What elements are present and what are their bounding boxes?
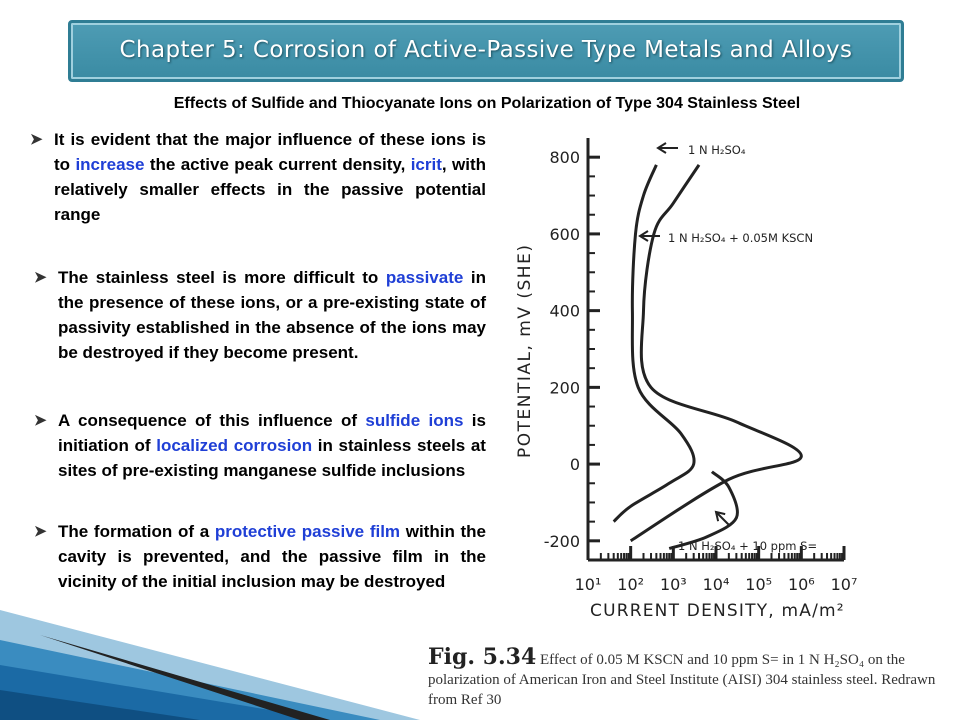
x-tick-label: 10¹ (574, 575, 602, 594)
chart-annotations (640, 143, 817, 553)
bullet-text: It is evident that the major influence of these ions is to (54, 130, 486, 174)
page-title (71, 37, 901, 63)
y-tick-label: -200 (543, 531, 580, 551)
highlight-text: increase (75, 155, 145, 174)
x-tick-label: 10⁴ (702, 575, 730, 594)
title-prefix: Chapter 5: (119, 37, 246, 63)
bullet-text: The stainless steel is more difficult to (58, 268, 386, 287)
chart-axes (588, 138, 844, 560)
annotation-label: 1 N H₂SO₄ (688, 143, 746, 157)
bullet-2 (34, 265, 486, 365)
y-tick-label: 400 (549, 301, 580, 321)
title-main: Corrosion of Active-Passive Type Metals and Alloys (245, 37, 853, 63)
y-tick-label: 800 (549, 148, 580, 168)
x-tick-label: 10⁵ (745, 575, 773, 594)
x-tick-label: 10² (617, 575, 645, 594)
chart-curves (614, 165, 802, 549)
highlight-text: passivate (385, 268, 464, 287)
x-axis-label: CURRENT DENSITY, mA/m² (590, 601, 845, 621)
arrow-bullet-icon: ➤ (34, 523, 47, 540)
curve-h2so4-kscn (631, 165, 802, 541)
figure-caption (428, 644, 948, 713)
y-tick-label: 600 (549, 224, 580, 244)
title-banner (68, 20, 904, 82)
bullet-4 (34, 519, 487, 594)
curve-h2so4 (614, 165, 694, 522)
bullet-text: in the presence of these ions, or a pre-existing state of passivity established in the absence of the ions may be destroyed if they become present. (58, 268, 486, 362)
highlight-text: icrit (410, 155, 442, 174)
y-tick-label: 0 (569, 455, 580, 475)
bullet-text: in stainless steels at sites of pre-existing manganese sulfide inclusions (58, 436, 486, 480)
annotation-label: 1 N H₂SO₄ + 0.05M KSCN (668, 231, 814, 245)
slide-subtitle: Effects of Sulfide and Thiocyanate Ions on Polarization of Type 304 Stainless Steel (173, 95, 801, 112)
arrow-bullet-icon: ➤ (34, 412, 47, 429)
bullet-text: The formation of a (58, 522, 215, 541)
bullet-1 (30, 127, 486, 227)
bullet-text: within the cavity is prevented, and the passive film in the vicinity of the initial inclusion may be destroyed (58, 522, 487, 591)
y-tick-label: 200 (549, 378, 580, 398)
arrow-bullet-icon: ➤ (30, 131, 43, 148)
arrow-bullet-icon: ➤ (34, 269, 47, 286)
highlight-text: sulfide ions (365, 411, 464, 430)
x-tick-label: 10³ (659, 575, 687, 594)
annotation-label: 1 N H₂SO₄ + 10 ppm S= (678, 539, 818, 553)
figure-label: Fig. 5.34 (428, 644, 537, 670)
bullet-text: is initiation of (58, 411, 486, 455)
bullet-text: , with relatively smaller effects in the passive potential range (54, 155, 486, 224)
x-tick-label: 10⁶ (787, 575, 815, 594)
highlight-text: localized corrosion (156, 436, 313, 455)
bullet-text: A consequence of this influence of (58, 411, 366, 430)
polarization-chart (508, 128, 858, 628)
highlight-text: protective passive film (214, 522, 401, 541)
caption-text: Effect of 0.05 M KSCN and 10 ppm S= in 1 N H₂SO₄ on the polarization of American Iron and Steel Institute (AISI) 304 stainless steel. Redrawn from Ref 30 (428, 652, 936, 708)
bullet-3 (34, 408, 486, 483)
x-tick-label: 10⁷ (830, 575, 858, 594)
bullet-text: the active peak current density, (144, 155, 411, 174)
y-axis-label: POTENTIAL, mV (SHE) (515, 243, 535, 458)
